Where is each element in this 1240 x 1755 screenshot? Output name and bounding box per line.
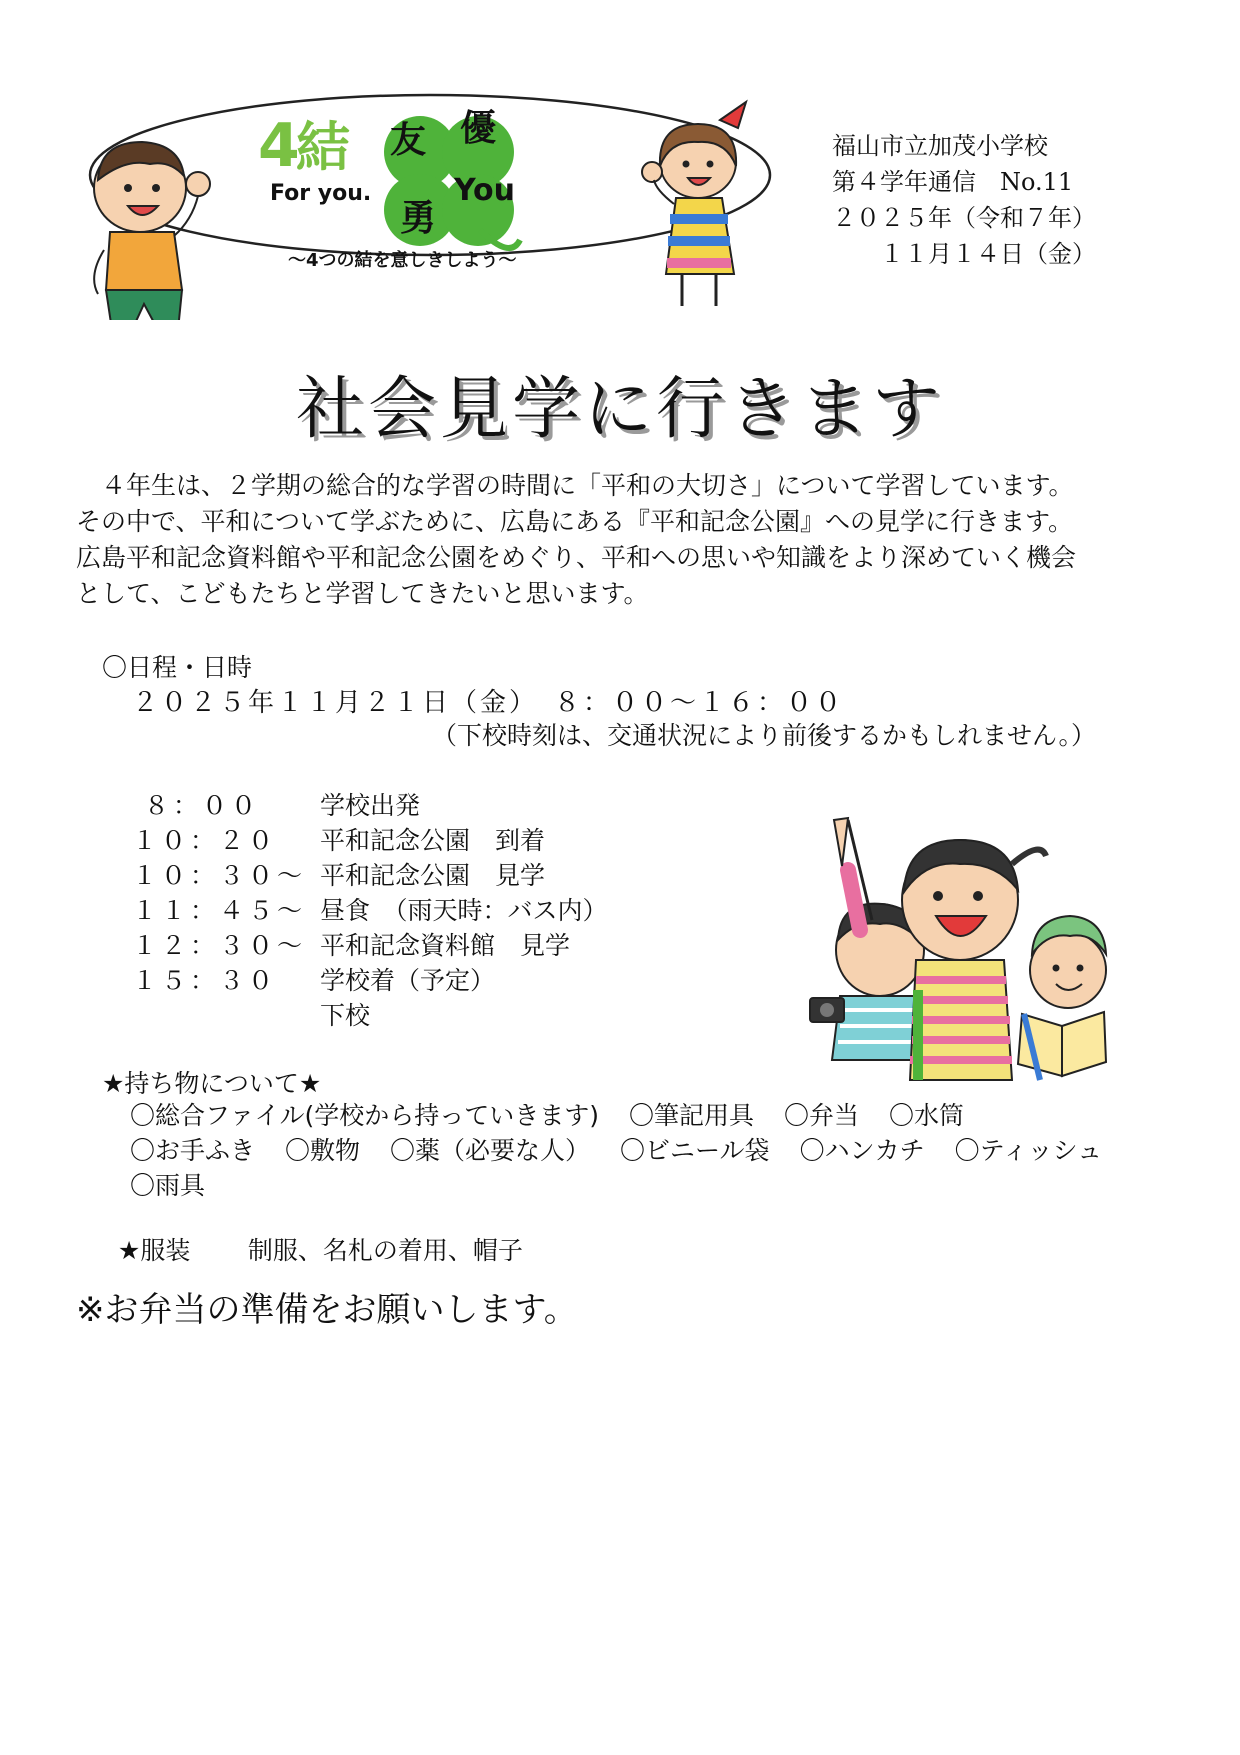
schedule-row [132,963,608,998]
intro-line: として、こどもたちと学習してきたいと思います。 [76,579,649,608]
schedule-heading: 〇日程・日時 [102,653,253,682]
belonging-item: 〇水筒 [889,1101,965,1130]
page-title: 社会見学に行きます [295,370,944,449]
schedule-activity: 平和記念資料館 見学 [320,931,571,960]
belonging-item: 〇弁当 [784,1101,860,1130]
schedule-time: ８：００ [132,791,260,820]
logo-kanji-main: 結 [296,116,350,179]
logo-kanji-kind: 優 [460,108,497,149]
clover-logo [258,108,520,271]
schedule-activity: 学校着（予定） [320,966,496,995]
logo-you: You [454,173,515,208]
intro-paragraph [76,468,1176,612]
clothing-label: ★服装 [117,1236,191,1265]
schedule-time: １１：４５〜 [132,896,307,925]
kids-illustration [800,800,1140,1090]
belonging-item: 〇雨具 [130,1171,206,1200]
schedule-row [132,788,608,823]
header-banner [70,80,790,320]
issue-date: １１月１４日（金） [832,240,1096,268]
schedule-activity: 平和記念公園 見学 [320,861,546,890]
school-info [832,128,1096,272]
logo-for-you: For you. [270,181,372,206]
schedule-activity: 昼食 （雨天時：バス内） [320,896,608,925]
logo-slogan: 〜4つの結を意しきしよう〜 [288,250,517,271]
belonging-item: 〇総合ファイル(学校から持っていきます) [130,1101,600,1130]
schedule-time: １５：３０ [132,966,278,995]
schedule-row [132,893,608,928]
intro-line: 広島平和記念資料館や平和記念公園をめぐり、平和への思いや知識をより深めていく機会 [76,543,1077,572]
girl-illustration [642,102,746,306]
schedule-row [132,998,608,1033]
schedule-note: （下校時刻は、交通状況により前後するかもしれません。） [432,721,1097,750]
clothing-line [102,1202,523,1267]
schedule-timeline [132,788,608,1033]
logo-kanji-brave: 勇 [400,198,437,239]
belongings-heading: ★持ち物について★ [102,1069,322,1098]
issue-year: ２０２５年（令和７年） [832,204,1096,232]
lunch-request: ※お弁当の準備をお願いします。 [76,1290,578,1330]
schedule-activity: 平和記念公園 到着 [320,826,546,855]
schedule-time: １０：３０〜 [132,861,307,890]
belonging-item: 〇ティッシュ [954,1136,1103,1165]
schedule-row [132,823,608,858]
newsletter-number: 第４学年通信 No.11 [832,168,1074,196]
belonging-item: 〇筆記用具 [629,1101,755,1130]
belonging-item: 〇敷物 [285,1136,361,1165]
school-name: 福山市立加茂小学校 [832,132,1048,160]
belonging-item: 〇ビニール袋 [620,1136,770,1165]
schedule-time: １０：２０ [132,826,278,855]
schedule-row [132,928,608,963]
belonging-item: 〇ハンカチ [799,1136,925,1165]
belonging-item: 〇薬（必要な人） [390,1136,591,1165]
schedule-activity: 学校出発 [320,791,421,820]
intro-line: ４年生は、２学期の総合的な学習の時間に「平和の大切さ」について学習しています。 [76,471,1074,500]
logo-kanji-friend: 友 [390,120,427,161]
schedule-time: １２：３０〜 [132,931,307,960]
schedule-row [132,858,608,893]
belongings-list [130,1098,1200,1203]
clothing-value: 制服、名札の着用、帽子 [247,1236,523,1265]
schedule-date: ２０２５年１１月２１日（金） ８：００〜１６：００ [132,688,845,718]
intro-line: その中で、平和について学ぶために、広島にある『平和記念公園』への見学に行きます。 [76,507,1074,536]
schedule-activity: 下校 [320,1001,371,1030]
logo-number: 4 [258,111,300,181]
belonging-item: 〇お手ふき [130,1136,256,1165]
